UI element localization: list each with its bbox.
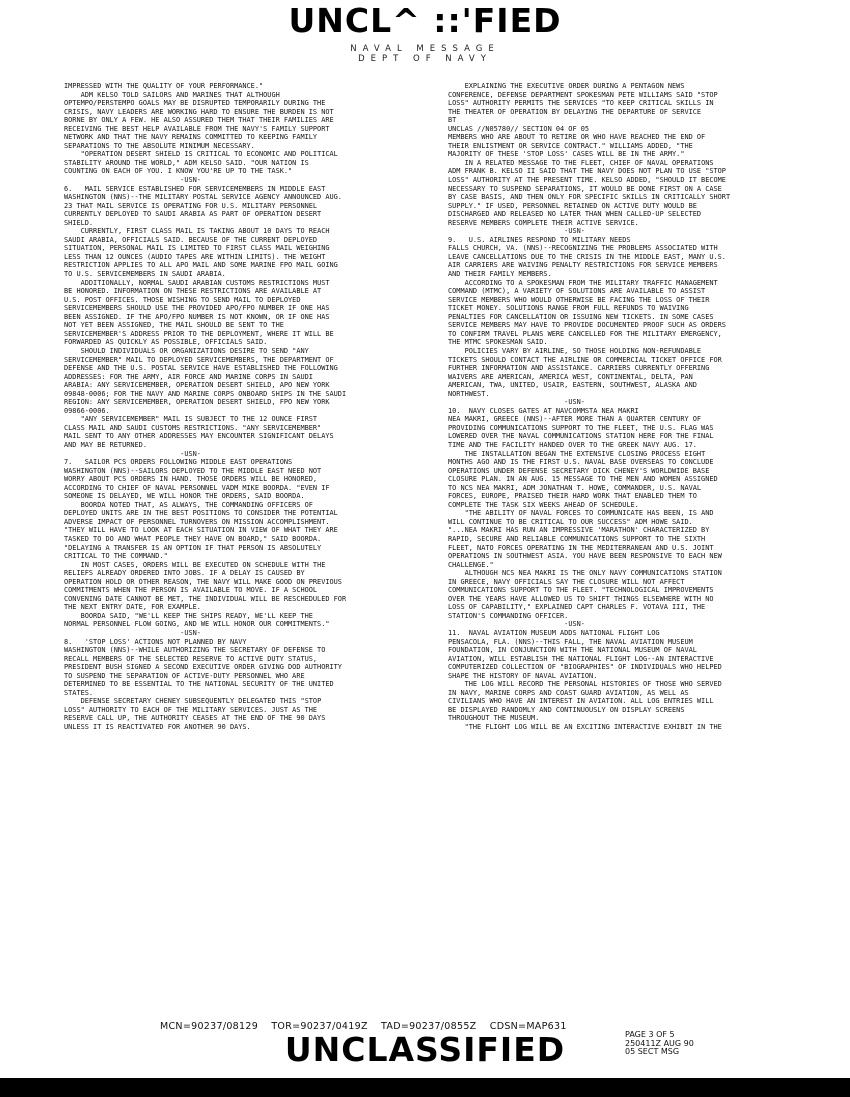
page-number: PAGE 3 OF 5 <box>625 1030 675 1039</box>
department-heading: DEPT OF NAVY <box>358 54 492 64</box>
scan-edge-bar <box>0 1078 850 1097</box>
classification-banner-top: UNCL^ ::'FIED <box>288 1 562 40</box>
message-type-heading: NAVAL MESSAGE <box>350 44 500 54</box>
message-text-right-column: EXPLAINING THE EXECUTIVE ORDER DURING A PENTAGON NEWS CONFERENCE, DEFENSE DEPARTMENT SPOKESMAN PETE WILLIAMS SAID "STOP LOSS" AUTHORITY PERMITS THE SERVICES "TO KEEP CRITICAL SKILLS IN THE THEATER OF OPERATION BY DELAYING THE DEPARTURE OF SERVICE BT UNCLAS //N05780// SECTION 04 OF 05 MEMBERS WHO ARE ABOUT TO RETIRE OR WHO HAVE REACHED THE END OF THEIR ENLISTMENT OR SERVICE CONTRACT." WILLIAMS ADDED, "THE MAJORITY OF THESE 'STOP LOSS' CASES WILL BE IN THE ARMY." IN A RELATED MESSAGE TO THE FLEET, CHIEF OF NAVAL OPERATIONS ADM FRANK B. KELSO II SAID THAT THE NAVY DOES NOT PLAN TO USE "STOP LOSS" AUTHORITY AT THE PRESENT TIME. KELSO ADDED, "SHOULD IT BECOME NECESSARY TO SUSPEND SEPARATIONS, IT WOULD BE DONE FIRST ON A CASE BY CASE BASIS, AND THEN ONLY FOR SPECIFIC SKILLS IN CRITICALLY SHORT SUPPLY." IF USED, PERSONNEL RETAINED ON ACTIVE DUTY WOULD BE DISCHARGED AND RELEASED NO LATER THAN WHEN CALLED-UP SELECTED RESERVE MEMBERS COMPLETE THEIR ACTIVE SERVICE. -USN- 9. U.S. AIRLINES RESPOND TO MILITARY NEEDS FALLS CHURCH, VA. (NNS)--RECOGNIZING THE PROBLEMS ASSOCIATED WITH LEAVE CANCELLATIONS DUE TO THE CRISIS IN THE MIDDLE EAST, MANY U.S. AIR CARRIERS ARE WAIVING PENALTY RESTRICTIONS FOR SERVICE MEMBERS AND THEIR FAMILY MEMBERS. ACCORDING TO A SPOKESMAN FROM THE MILITARY TRAFFIC MANAGEMENT COMMAND (MTMC), A VARIETY OF SOLUTIONS ARE AVAILABLE TO ASSIST SERVICE MEMBERS WHO WOULD OTHERWISE BE FACING THE LOSS OF THEIR TICKET MONEY. SOLUTIONS RANGE FROM FULL REFUNDS TO WAIVING PENALTIES FOR CANCELLATION OR ISSUING NEW TICKETS. IN SOME CASES SERVICE MEMBERS MAY HAVE TO PROVIDE DOCUMENTED PROOF SUCH AS ORDERS TO CONFIRM TRAVEL PLANS WERE CANCELLED FOR THE MILITARY EMERGENCY, THE MTMC SPOKESMAN SAID. POLICIES VARY BY AIRLINE, SO THOSE HOLDING NON-REFUNDABLE TICKETS SHOULD CONTACT THE AIRLINE OR COMMERCIAL TICKET OFFICE FOR FURTHER INFORMATION AND ASSISTANCE. CARRIERS CURRENTLY OFFERING WAIVERS ARE AMERICAN, AMERICA WEST, CONTINENTAL, DELTA, PAN AMERICAN, TWA, UNITED, USAIR, EASTERN, SOUTHWEST, ALASKA AND NORTHWEST. -USN- 10. NAVY CLOSES GATES AT NAVCOMMSTA NEA MAKRI NEA MAKRI, GREECE (NNS)--AFTER MORE THAN A QUARTER CENTURY OF PROVIDING COMMUNICATIONS SUPPORT TO THE FLEET, THE U.S. FLAG WAS LOWERED OVER THE NAVAL COMMUNICATIONS STATION HERE FOR THE FINAL TIME AND THE FACILITY HANDED OVER TO THE GREEK NAVY AUG. 17. THE INSTALLATION BEGAN THE EXTENSIVE CLOSING PROCESS EIGHT MONTHS AGO AND IS THE FIRST U.S. NAVAL BASE OVERSEAS TO CONCLUDE OPERATIONS UNDER DEFENSE SECRETARY DICK CHENEY'S WORLDWIDE BASE CLOSURE PLAN. IN AN AUG. 15 MESSAGE TO THE MEN AND WOMEN ASSIGNED TO NCS NEA MAKRI, ADM JONATHAN T. HOWE, COMMANDER, U.S. NAVAL FORCES, EUROPE, PRAISED THEIR HARD WORK THAT ENABLED THEM TO COMPLETE THE TASK SIX WEEKS AHEAD OF SCHEDULE. "THE ABILITY OF NAVAL FORCES TO COMMUNICATE HAS BEEN, IS AND WILL CONTINUE TO BE CRITICAL TO OUR SUCCESS" ADM HOWE SAID. "...NEA MAKRI HAS RUN AN IMPRESSIVE 'MARATHON' CHARACTERIZED BY RAPID, SECURE AND RELIABLE COMMUNICATIONS SUPPORT TO THE SIXTH FLEET, NATO FORCES OPERATING IN THE MEDITERRANEAN AND U.S. JOINT OPERATIONS IN SOUTHWEST ASIA. YOU HAVE BEEN RESPONSIVE TO EACH NEW CHALLENGE." ALTHOUGH NCS NEA MAKRI IS THE ONLY NAVY COMMUNICATIONS STATION IN GREECE, NAVY OFFICIALS SAY THE CLOSURE WILL NOT AFFECT COMMUNICATIONS SUPPORT TO THE FLEET. "TECHNOLOGICAL IMPROVEMENTS OVER THE YEARS HAVE ALLOWED US TO SHIFT THINGS ELSEWHERE WITH NO LOSS OF CAPABILITY," EXPLAINED CAPT CHARLES F. VOTAVA III, THE STATION'S COMMANDING OFFICER. -USN- 11. NAVAL AVIATION MUSEUM ADDS NATIONAL FLIGHT LOG PENSACOLA, FLA. (NNS)--THIS FALL, THE NAVAL AVIATION MUSEUM FOUNDATION, IN CONJUNCTION WITH THE NATIONAL MUSEUM OF NAVAL AVIATION, WILL ESTABLISH THE NATIONAL FLIGHT LOG--AN INTERACTIVE COMPUTERIZED COLLECTION OF "BIOGRAPHIES" OF INDIVIDUALS WHO HELPED SHAPE THE HISTORY OF NAVAL AVIATION. THE LOG WILL RECORD THE PERSONAL HISTORIES OF THOSE WHO SERVED IN NAVY, MARINE CORPS AND COAST GUARD AVIATION, AS WELL AS CIVILIANS WHO HAVE AN INTEREST IN AVIATION. ALL LOG ENTRIES WILL BE DISPLAYED RANDOMLY AND CONTINUOUSLY ON DISPLAY SCREENS THROUGHOUT THE MUSEUM. "THE FLIGHT LOG WILL BE AN EXCITING INTERACTIVE EXHIBIT IN THE <box>448 82 731 732</box>
date-time-group: 250411Z AUG 90 <box>625 1038 694 1048</box>
message-routing-ids: MCN=90237/08129 TOR=90237/0419Z TAD=90237/0855Z CDSN=MAP631 <box>160 1021 567 1032</box>
classification-banner-bottom: UNCLASSIFIED <box>284 1030 566 1069</box>
message-text-left-column: IMPRESSED WITH THE QUALITY OF YOUR PERFORMANCE." ADM KELSO TOLD SAILORS AND MARINES THAT ALTHOUGH OPTEMPO/PERSTEMPO GOALS MAY BE DISRUPTED TEMPORARILY DURING THE CRISIS, NAVY LEADERS ARE WORKING HARD TO ENSURE THE BURDEN IS NOT BORNE BY ONLY A FEW. HE ALSO ASSURED THEM THAT THEIR FAMILIES ARE RECEIVING THE BEST HELP AVAILABLE FROM THE NAVY'S FAMILY SUPPORT NETWORK AND THAT THE NAVY REMAINS COMMITTED TO KEEPING FAMILY SEPARATIONS TO THE ABSOLUTE MINIMUM NECESSARY. "OPERATION DESERT SHIELD IS CRITICAL TO ECONOMIC AND POLITICAL STABILITY AROUND THE WORLD," ADM KELSO SAID. "OUR NATION IS COUNTING ON EACH OF YOU. I KNOW YOU'RE UP TO THE TASK." -USN- 6. MAIL SERVICE ESTABLISHED FOR SERVICEMEMBERS IN MIDDLE EAST WASHINGTON (NNS)--THE MILITARY POSTAL SERVICE AGENCY ANNOUNCED AUG. 23 THAT MAIL SERVICE IS OPERATING FOR U.S. MILITARY PERSONNEL CURRENTLY DEPLOYED TO SAUDI ARABIA AS PART OF OPERATION DESERT SHIELD. CURRENTLY, FIRST CLASS MAIL IS TAKING ABOUT 10 DAYS TO REACH SAUDI ARABIA, OFFICIALS SAID. BECAUSE OF THE CURRENT DEPLOYED SITUATION, PERSONAL MAIL IS LIMITED TO FIRST CLASS MAIL WEIGHING LESS THAN 12 OUNCES (AUDIO TAPES ARE WITHIN LIMITS). THE WEIGHT RESTRICTION APPLIES TO ALL APO MAIL AND SOME MARINE FPO MAIL GOING TO U.S. SERVICEMEMBERS IN SAUDI ARABIA. ADDITIONALLY, NORMAL SAUDI ARABIAN CUSTOMS RESTRICTIONS MUST BE HONORED. INFORMATION ON THESE RESTRICTIONS ARE AVAILABLE AT U.S. POST OFFICES. THOSE WISHING TO SEND MAIL TO DEPLOYED SERVICEMEMBERS SHOULD USE THE PROVIDED APO/FPO NUMBER IF ONE HAS BEEN ASSIGNED. IF THE APO/FPO NUMBER IS NOT KNOWN, OR IF ONE HAS NOT YET BEEN ASSIGNED, THE MAIL SHOULD BE SENT TO THE SERVICEMEMBER'S ADDRESS PRIOR TO THE DEPLOYMENT, WHERE IT WILL BE FORWARDED AS QUICKLY AS POSSIBLE, OFFICIALS SAID. SHOULD INDIVIDUALS OR ORGANIZATIONS DESIRE TO SEND "ANY SERVICEMEMBER" MAIL TO DEPLOYED SERVICEMEMBERS, THE DEPARTMENT OF DEFENSE AND THE U.S. POSTAL SERVICE HAVE ESTABLISHED THE FOLLOWING ADDRESSES: FOR THE ARMY, AIR FORCE AND MARINE CORPS IN SAUDI ARABIA: ANY SERVICEMEMBER, OPERATION DESERT SHIELD, APO NEW YORK 09848-0006; FOR THE NAVY AND MARINE CORPS ONBOARD SHIPS IN THE SAUDI REGION: ANY SERVICEMEMBER, OPERATION DESERT SHIELD, FPO NEW YORK 09866-0006. "ANY SERVICEMEMBER" MAIL IS SUBJECT TO THE 12 OUNCE FIRST CLASS MAIL AND SAUDI CUSTOMS RESTRICTIONS. "ANY SERVICEMEMBER" MAIL SENT TO ANY OTHER ADDRESSES MAY ENCOUNTER SIGNIFICANT DELAYS AND MAY BE RETURNED. -USN- 7. SAILOR PCS ORDERS FOLLOWING MIDDLE EAST OPERATIONS WASHINGTON (NNS)--SAILORS DEPLOYED TO THE MIDDLE EAST NEED NOT WORRY ABOUT PCS ORDERS IN HAND. THOSE ORDERS WILL BE HONORED, ACCORDING TO CHIEF OF NAVAL PERSONNEL VADM MIKE BOORDA. "EVEN IF SOMEONE IS DELAYED, WE WILL HONOR THE ORDERS, SAID BOORDA. BOORDA NOTED THAT, AS ALWAYS, THE COMMANDING OFFICERS OF DEPLOYED UNITS ARE IN THE BEST POSITIONS TO CONSIDER THE POTENTIAL ADVERSE IMPACT OF PERSONNEL TURNOVERS ON MISSION ACCOMPLISHMENT. "THEY WILL HAVE TO LOOK AT EACH SITUATION IN VIEW OF WHAT THEY ARE TASKED TO DO AND WHAT PEOPLE THEY HAVE ON BOARD," SAID BOORDA. "DELAYING A TRANSFER IS AN OPTION IF THAT PERSON IS ABSOLUTELY CRITICAL TO THE COMMAND." IN MOST CASES, ORDERS WILL BE EXECUTED ON SCHEDULE WITH THE RELIEFS ALREADY ORDERED INTO JOBS. IF A DELAY IS CAUSED BY OPERATION HOLD OR OTHER REASON, THE NAVY WILL MAKE GOOD ON PREVIOUS COMMITMENTS WHEN THE PERSON IS AVAILABLE TO MOVE. IF A SCHOOL CONVENING DATE CANNOT BE MET, THE INDIVIDUAL WILL BE RESCHEDULED FOR THE NEXT ENTRY DATE, FOR EXAMPLE. BOORDA SAID, "WE'LL KEEP THE SHIPS READY, WE'LL KEEP THE NORMAL PERSONNEL FLOW GOING, AND WE WILL HONOR OUR COMMITMENTS." -USN- 8. 'STOP LOSS' ACTIONS NOT PLANNED BY NAVY WASHINGTON (NNS)--WHILE AUTHORIZING THE SECRETARY OF DEFENSE TO RECALL MEMBERS OF THE SELECTED RESERVE TO ACTIVE DUTY STATUS, PRESIDENT BUSH SIGNED A SECOND EXECUTIVE ORDER GIVING DOD AUTHORITY TO SUSPEND THE SEPARATION OF ACTIVE-DUTY PERSONNEL WHO ARE DETERMINED TO BE ESSENTIAL TO THE NATIONAL SECURITY OF THE UNITED STATES. DEFENSE SECRETARY CHENEY SUBSEQUENTLY DELEGATED THIS "STOP LOSS" AUTHORITY TO EACH OF THE MILITARY SERVICES. JUST AS THE RESERVE CALL UP, THE AUTHORITY CEASES AT THE END OF THE 90 DAYS UNLESS IT IS REACTIVATED FOR ANOTHER 90 DAYS. <box>64 82 347 732</box>
page-info-block <box>625 1031 745 1057</box>
section-count: 05 SECT MSG <box>625 1047 680 1056</box>
